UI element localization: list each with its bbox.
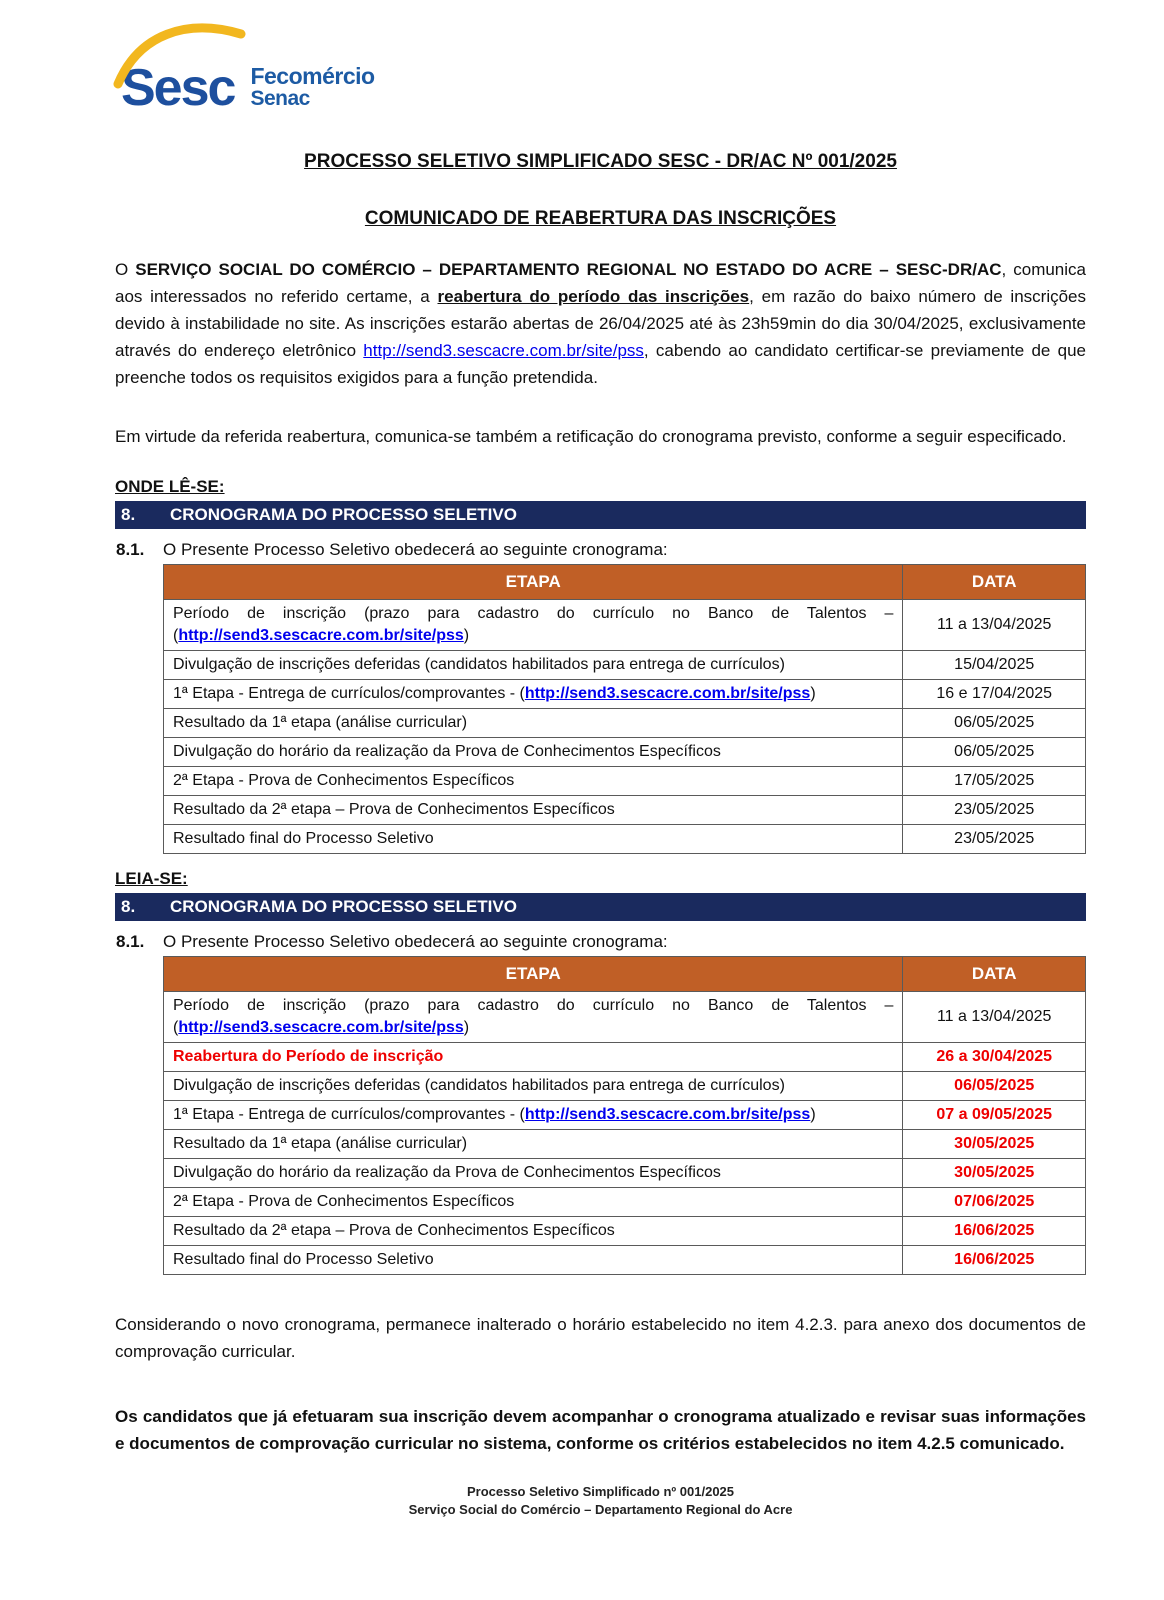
date-cell: 06/05/2025: [903, 1072, 1086, 1101]
footer-line1-prefix: Processo Seletivo Simplificado nº: [466, 1484, 680, 1499]
etapa-cell: [164, 600, 903, 651]
date-cell: 23/05/2025: [903, 825, 1086, 854]
leia-se-label: LEIA-SE:: [115, 869, 188, 888]
senac-logo-text: Senac: [250, 86, 310, 110]
subsection-number: 8.1.: [116, 540, 145, 559]
etapa-text: Divulgação do horário da realização da Prova de Conhecimentos Específicos: [173, 1164, 721, 1181]
etapa-cell: [164, 825, 903, 854]
etapa-text: Divulgação do horário da realização da Prova de Conhecimentos Específicos: [173, 743, 721, 760]
intro-text: , em razão do baixo número de inscrições devido à instabilidade no site. As inscrições estarão abertas de 26/04/2025 até às 23h59min do dia 30/04/2025, exclusivamente através do endereço eletrônico: [115, 287, 1087, 360]
table-row: [164, 1101, 1086, 1130]
etapa-text: 1ª Etapa - Entrega de currículos/comprovantes - (: [173, 685, 525, 702]
table-row: [164, 709, 1086, 738]
etapa-cell: [164, 1188, 903, 1217]
col-header-etapa: ETAPA: [164, 565, 903, 600]
section-header-bar: [115, 893, 1086, 921]
table-row: [164, 825, 1086, 854]
date-cell: 15/04/2025: [903, 651, 1086, 680]
etapa-cell: [164, 738, 903, 767]
date-cell: 16 e 17/04/2025: [903, 680, 1086, 709]
fecomercio-senac-block: [250, 64, 374, 114]
date-cell: 30/05/2025: [903, 1159, 1086, 1188]
table-row: [164, 1130, 1086, 1159]
etapa-cell: [164, 1043, 903, 1072]
date-cell: 07 a 09/05/2025: [903, 1101, 1086, 1130]
date-cell: 30/05/2025: [903, 1130, 1086, 1159]
etapa-text: Reabertura do Período de inscrição: [173, 1048, 444, 1065]
col-header-data: DATA: [903, 565, 1086, 600]
sesc-logo-text: Sesc: [121, 59, 235, 117]
date-cell: 17/05/2025: [903, 767, 1086, 796]
table-row: [164, 738, 1086, 767]
etapa-text: Resultado da 1ª etapa (análise curricular): [173, 714, 468, 731]
registration-url-link[interactable]: http://send3.sescacre.com.br/site/pss: [178, 627, 464, 644]
intro-paragraph: [115, 256, 1086, 391]
footer-line2: Serviço Social do Comércio – Departamento Regional do Acre: [408, 1502, 793, 1517]
etapa-text: 1ª Etapa - Entrega de currículos/comprovantes - (: [173, 1106, 525, 1123]
etapa-cell: [164, 992, 903, 1043]
etapa-cell: [164, 1159, 903, 1188]
etapa-text: Resultado final do Processo Seletivo: [173, 830, 434, 847]
etapa-cell: [164, 1130, 903, 1159]
etapa-text: Período de inscrição (prazo para cadastro do currículo no Banco de Talentos – (: [173, 605, 894, 644]
subsection-text: O Presente Processo Seletivo obedecerá ao seguinte cronograma:: [163, 932, 668, 951]
table-row: [164, 796, 1086, 825]
col-header-etapa: ETAPA: [164, 957, 903, 992]
registration-url-link[interactable]: http://send3.sescacre.com.br/site/pss: [363, 341, 644, 360]
table-row: [164, 767, 1086, 796]
etapa-cell: [164, 709, 903, 738]
date-cell: 06/05/2025: [903, 709, 1086, 738]
page-footer: [115, 1483, 1086, 1519]
etapa-cell: [164, 1217, 903, 1246]
section-title: CRONOGRAMA DO PROCESSO SELETIVO: [170, 505, 517, 524]
date-cell: 26 a 30/04/2025: [903, 1043, 1086, 1072]
table-row: [164, 1043, 1086, 1072]
closing-bold-paragraph: Os candidatos que já efetuaram sua inscrição devem acompanhar o cronograma atualizado e revisar suas informações e documentos de comprovação curricular no sistema, conforme os critérios estabelecidos no item 4.2.5 comunicado.: [115, 1407, 1086, 1453]
date-cell: 07/06/2025: [903, 1188, 1086, 1217]
etapa-cell: [164, 651, 903, 680]
etapa-cell: [164, 767, 903, 796]
table-row: [164, 1188, 1086, 1217]
table-row: [164, 1072, 1086, 1101]
document-title: PROCESSO SELETIVO SIMPLIFICADO SESC - DR/AC Nº 001/2025: [304, 151, 897, 172]
etapa-text: 2ª Etapa - Prova de Conhecimentos Específicos: [173, 1193, 515, 1210]
table-row: [164, 600, 1086, 651]
intro-text: , comunica aos interessados no referido certame, a: [115, 260, 1086, 306]
onde-le-se-label: ONDE LÊ-SE:: [115, 477, 225, 496]
date-cell: 16/06/2025: [903, 1246, 1086, 1275]
etapa-text: ): [463, 1019, 470, 1036]
etapa-text: Resultado da 2ª etapa – Prova de Conhecimentos Específicos: [173, 1222, 615, 1239]
intro-text: , cabendo ao candidato certificar-se previamente de que preenche todos os requisitos exigidos para a função pretendida.: [115, 341, 1086, 387]
etapa-text: Resultado da 2ª etapa – Prova de Conhecimentos Específicos: [173, 801, 615, 818]
subsection-line: [115, 930, 1086, 954]
etapa-cell: [164, 1101, 903, 1130]
registration-url-link[interactable]: http://send3.sescacre.com.br/site/pss: [524, 1106, 811, 1123]
table-header-row: [164, 565, 1086, 600]
sesc-fecomercio-senac-logo: [121, 30, 1086, 117]
col-header-data: DATA: [903, 957, 1086, 992]
etapa-text: Resultado da 1ª etapa (análise curricular): [173, 1135, 468, 1152]
schedule-table-leia-se: [163, 956, 1086, 1275]
intro-text: O: [115, 260, 136, 279]
registration-url-link[interactable]: http://send3.sescacre.com.br/site/pss: [524, 685, 811, 702]
date-cell: 16/06/2025: [903, 1217, 1086, 1246]
footer-line1-number: 001/2025: [679, 1484, 735, 1499]
etapa-text: ): [810, 1106, 816, 1123]
etapa-text: Resultado final do Processo Seletivo: [173, 1251, 434, 1268]
etapa-cell: [164, 796, 903, 825]
etapa-text: 2ª Etapa - Prova de Conhecimentos Específicos: [173, 772, 515, 789]
table-row: [164, 1217, 1086, 1246]
etapa-text: Período de inscrição (prazo para cadastro do currículo no Banco de Talentos – (: [173, 997, 894, 1036]
retification-paragraph: Em virtude da referida reabertura, comunica-se também a retificação do cronograma previsto, conforme a seguir especificado.: [115, 427, 1067, 446]
fecomercio-logo-text: Fecomércio: [250, 62, 375, 89]
footer-line1: [115, 1483, 1086, 1501]
etapa-cell: [164, 1072, 903, 1101]
etapa-text: ): [463, 627, 470, 644]
section-number: 8.: [121, 505, 136, 524]
schedule-table-onde-le-se: [163, 564, 1086, 854]
document-subtitle: COMUNICADO DE REABERTURA DAS INSCRIÇÕES: [364, 208, 837, 229]
table-row: [164, 1159, 1086, 1188]
subsection-line: [115, 538, 1086, 562]
date-cell: 11 a 13/04/2025: [903, 600, 1086, 651]
reabertura-emphasis: reabertura do período das inscrições: [437, 287, 750, 306]
date-cell: 06/05/2025: [903, 738, 1086, 767]
subsection-text: O Presente Processo Seletivo obedecerá ao seguinte cronograma:: [163, 540, 668, 559]
registration-url-link[interactable]: http://send3.sescacre.com.br/site/pss: [178, 1019, 464, 1036]
etapa-cell: [164, 1246, 903, 1275]
section-header-bar: [115, 501, 1086, 529]
subsection-number: 8.1.: [116, 932, 145, 951]
date-cell: 23/05/2025: [903, 796, 1086, 825]
org-name-bold: SERVIÇO SOCIAL DO COMÉRCIO – DEPARTAMENTO REGIONAL NO ESTADO DO ACRE – SESC-DR/AC: [135, 260, 1002, 279]
sesc-arc-icon: [113, 20, 261, 94]
table-row: [164, 1246, 1086, 1275]
closing-paragraph: Considerando o novo cronograma, permanece inalterado o horário estabelecido no item 4.2.3. para anexo dos documentos de comprovação curricular.: [115, 1315, 1086, 1361]
etapa-text: Divulgação de inscrições deferidas (candidatos habilitados para entrega de currículos): [173, 656, 785, 673]
section-title: CRONOGRAMA DO PROCESSO SELETIVO: [170, 897, 517, 916]
etapa-cell: [164, 680, 903, 709]
etapa-text: Divulgação de inscrições deferidas (candidatos habilitados para entrega de currículos): [173, 1077, 785, 1094]
table-row: [164, 651, 1086, 680]
table-row: [164, 992, 1086, 1043]
section-number: 8.: [121, 897, 136, 916]
date-cell: 11 a 13/04/2025: [903, 992, 1086, 1043]
etapa-text: ): [810, 685, 816, 702]
sesc-logo: [121, 36, 235, 117]
table-row: [164, 680, 1086, 709]
table-header-row: [164, 957, 1086, 992]
